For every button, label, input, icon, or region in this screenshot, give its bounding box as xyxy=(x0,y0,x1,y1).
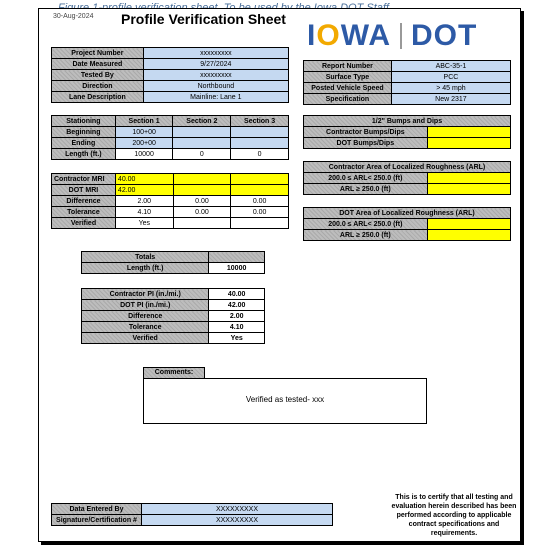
totals-dot-pi-row xyxy=(82,300,265,311)
report-info-table xyxy=(303,60,511,105)
tolerance-section-1: 4.10 xyxy=(115,207,173,218)
contractor-mri-section-2[interactable] xyxy=(173,174,231,185)
totals-dot-pi-value: 42.00 xyxy=(209,300,265,311)
contractor-mri-label: Contractor MRI xyxy=(52,174,116,185)
tolerance-label: Tolerance xyxy=(52,207,116,218)
posted-speed-label: Posted Vehicle Speed xyxy=(304,83,392,94)
dot-arl-range-2-value[interactable] xyxy=(427,230,510,241)
totals-difference-value: 2.00 xyxy=(209,311,265,322)
footer-signoff-table xyxy=(51,503,333,526)
totals-dot-pi-label: DOT PI (in./mi.) xyxy=(82,300,209,311)
dot-arl-row-2 xyxy=(304,230,511,241)
tolerance-section-2: 0.00 xyxy=(173,207,231,218)
totals-contractor-pi-label: Contractor PI (in./mi.) xyxy=(82,289,209,300)
dot-arl-range-1-label: 200.0 ≤ ARL< 250.0 (ft) xyxy=(304,219,428,230)
beginning-section-1[interactable]: 100+00 xyxy=(115,127,173,138)
totals-header-row xyxy=(82,252,265,263)
data-entered-row xyxy=(52,504,333,515)
project-info-table xyxy=(51,47,289,103)
iowa-dot-logo xyxy=(307,19,477,53)
dot-arl-title: DOT Area of Localized Roughness (ARL) xyxy=(304,208,511,219)
totals-table-bottom xyxy=(81,288,265,344)
beginning-section-2[interactable] xyxy=(173,127,231,138)
ending-section-3[interactable] xyxy=(231,138,289,149)
contractor-arl-header-row xyxy=(304,162,511,173)
totals-title-filler xyxy=(209,252,265,263)
tested-by-label: Tested By xyxy=(52,70,144,81)
dot-arl-header-row xyxy=(304,208,511,219)
dot-arl-range-2-label: ARL ≥ 250.0 (ft) xyxy=(304,230,428,241)
difference-section-3: 0.00 xyxy=(231,196,289,207)
signature-row xyxy=(52,515,333,526)
totals-difference-label: Difference xyxy=(82,311,209,322)
dot-mri-section-1[interactable]: 42.00 xyxy=(115,185,173,196)
surface-type-row xyxy=(304,72,511,83)
logo-divider xyxy=(400,23,402,49)
length-label: Length (ft.) xyxy=(52,149,116,160)
lane-description-label: Lane Description xyxy=(52,92,144,103)
section-3-header: Section 3 xyxy=(231,116,289,127)
lane-description-row xyxy=(52,92,289,103)
direction-row xyxy=(52,81,289,92)
totals-length-value: 10000 xyxy=(209,263,265,274)
section-1-header: Section 1 xyxy=(115,116,173,127)
posted-speed-row xyxy=(304,83,511,94)
difference-row xyxy=(52,196,289,207)
totals-verified-label: Verified xyxy=(82,333,209,344)
specification-label: Specification xyxy=(304,94,392,105)
contractor-arl-row-1 xyxy=(304,173,511,184)
contractor-arl-range-1-label: 200.0 ≤ ARL< 250.0 (ft) xyxy=(304,173,428,184)
totals-title: Totals xyxy=(82,252,209,263)
dot-bumps-value[interactable] xyxy=(427,138,510,149)
date-stamp: 30-Aug-2024 xyxy=(53,13,94,20)
length-row xyxy=(52,149,289,160)
verified-row xyxy=(52,218,289,229)
comments-text: Verified as tested- xxx xyxy=(245,395,325,404)
bumps-dips-title: 1/2" Bumps and Dips xyxy=(304,116,511,127)
certification-statement: This is to certify that all testing and evaluation herein described has been performed according to applicable contract specifications and requirements. xyxy=(391,494,517,537)
mri-table xyxy=(51,173,289,229)
verified-section-1: Yes xyxy=(115,218,173,229)
contractor-arl-range-1-value[interactable] xyxy=(427,173,510,184)
totals-contractor-pi-value: 40.00 xyxy=(209,289,265,300)
specification-row xyxy=(304,94,511,105)
dot-mri-label: DOT MRI xyxy=(52,185,116,196)
stationing-header-row xyxy=(52,116,289,127)
tested-by-value[interactable]: xxxxxxxxx xyxy=(143,70,288,81)
signature-value[interactable]: XXXXXXXXX xyxy=(141,515,332,526)
verified-label: Verified xyxy=(52,218,116,229)
bumps-dips-header-row xyxy=(304,116,511,127)
specification-value[interactable]: New 2317 xyxy=(391,94,510,105)
comments-label: Comments: xyxy=(143,367,205,379)
dot-arl-table xyxy=(303,207,511,241)
contractor-arl-range-2-label: ARL ≥ 250.0 (ft) xyxy=(304,184,428,195)
project-number-label: Project Number xyxy=(52,48,144,59)
verified-section-3 xyxy=(231,218,289,229)
tolerance-section-3: 0.00 xyxy=(231,207,289,218)
contractor-arl-table xyxy=(303,161,511,195)
contractor-mri-section-1[interactable]: 40.00 xyxy=(115,174,173,185)
dot-mri-row xyxy=(52,185,289,196)
report-number-label: Report Number xyxy=(304,61,392,72)
data-entered-value[interactable]: XXXXXXXXX xyxy=(141,504,332,515)
contractor-arl-row-2 xyxy=(304,184,511,195)
contractor-arl-range-2-value[interactable] xyxy=(427,184,510,195)
posted-speed-value[interactable]: > 45 mph xyxy=(391,83,510,94)
direction-label: Direction xyxy=(52,81,144,92)
report-number-row xyxy=(304,61,511,72)
project-number-row xyxy=(52,48,289,59)
contractor-arl-title: Contractor Area of Localized Roughness (ARL) xyxy=(304,162,511,173)
difference-section-1: 2.00 xyxy=(115,196,173,207)
ending-section-2[interactable] xyxy=(173,138,231,149)
totals-length-row xyxy=(82,263,265,274)
totals-tolerance-row xyxy=(82,322,265,333)
beginning-row xyxy=(52,127,289,138)
section-2-header: Section 2 xyxy=(173,116,231,127)
dot-mri-section-2[interactable] xyxy=(173,185,231,196)
verification-sheet xyxy=(38,8,521,542)
report-number-value[interactable]: ABC-35-1 xyxy=(391,61,510,72)
data-entered-label: Data Entered By xyxy=(52,504,142,515)
logo-letters-wa: WA xyxy=(340,19,392,52)
totals-tolerance-value: 4.10 xyxy=(209,322,265,333)
contractor-mri-section-3[interactable] xyxy=(231,174,289,185)
dot-mri-section-3[interactable] xyxy=(231,185,289,196)
ending-row xyxy=(52,138,289,149)
totals-contractor-pi-row xyxy=(82,289,265,300)
length-section-1: 10000 xyxy=(115,149,173,160)
dot-arl-range-1-value[interactable] xyxy=(427,219,510,230)
logo-letter-i: I xyxy=(307,19,317,52)
logo-letter-o: O xyxy=(316,19,341,52)
ending-section-1[interactable]: 200+00 xyxy=(115,138,173,149)
stationing-table xyxy=(51,115,289,160)
bumps-dips-table xyxy=(303,115,511,149)
project-number-value[interactable]: xxxxxxxxx xyxy=(143,48,288,59)
contractor-bumps-value[interactable] xyxy=(427,127,510,138)
surface-type-value[interactable]: PCC xyxy=(391,72,510,83)
totals-length-label: Length (ft.) xyxy=(82,263,209,274)
tested-by-row xyxy=(52,70,289,81)
difference-label: Difference xyxy=(52,196,116,207)
beginning-section-3[interactable] xyxy=(231,127,289,138)
date-measured-row xyxy=(52,59,289,70)
tolerance-row xyxy=(52,207,289,218)
signature-label: Signature/Certification # xyxy=(52,515,142,526)
dot-bumps-row xyxy=(304,138,511,149)
ending-label: Ending xyxy=(52,138,116,149)
date-measured-value[interactable]: 9/27/2024 xyxy=(143,59,288,70)
logo-dot-text: DOT xyxy=(411,19,478,52)
contractor-bumps-row xyxy=(304,127,511,138)
stationing-header: Stationing xyxy=(52,116,116,127)
totals-verified-row xyxy=(82,333,265,344)
contractor-bumps-label: Contractor Bumps/Dips xyxy=(304,127,428,138)
totals-table-top xyxy=(81,251,265,274)
dot-arl-row-1 xyxy=(304,219,511,230)
beginning-label: Beginning xyxy=(52,127,116,138)
date-measured-label: Date Measured xyxy=(52,59,144,70)
totals-difference-row xyxy=(82,311,265,322)
totals-verified-value: Yes xyxy=(209,333,265,344)
comments-box[interactable] xyxy=(143,378,427,424)
length-section-3: 0 xyxy=(231,149,289,160)
verified-section-2 xyxy=(173,218,231,229)
contractor-mri-row xyxy=(52,174,289,185)
page-title: Profile Verification Sheet xyxy=(121,11,286,27)
surface-type-label: Surface Type xyxy=(304,72,392,83)
difference-section-2: 0.00 xyxy=(173,196,231,207)
lane-description-value[interactable]: Mainline: Lane 1 xyxy=(143,92,288,103)
direction-value[interactable]: Northbound xyxy=(143,81,288,92)
dot-bumps-label: DOT Bumps/Dips xyxy=(304,138,428,149)
totals-tolerance-label: Tolerance xyxy=(82,322,209,333)
length-section-2: 0 xyxy=(173,149,231,160)
